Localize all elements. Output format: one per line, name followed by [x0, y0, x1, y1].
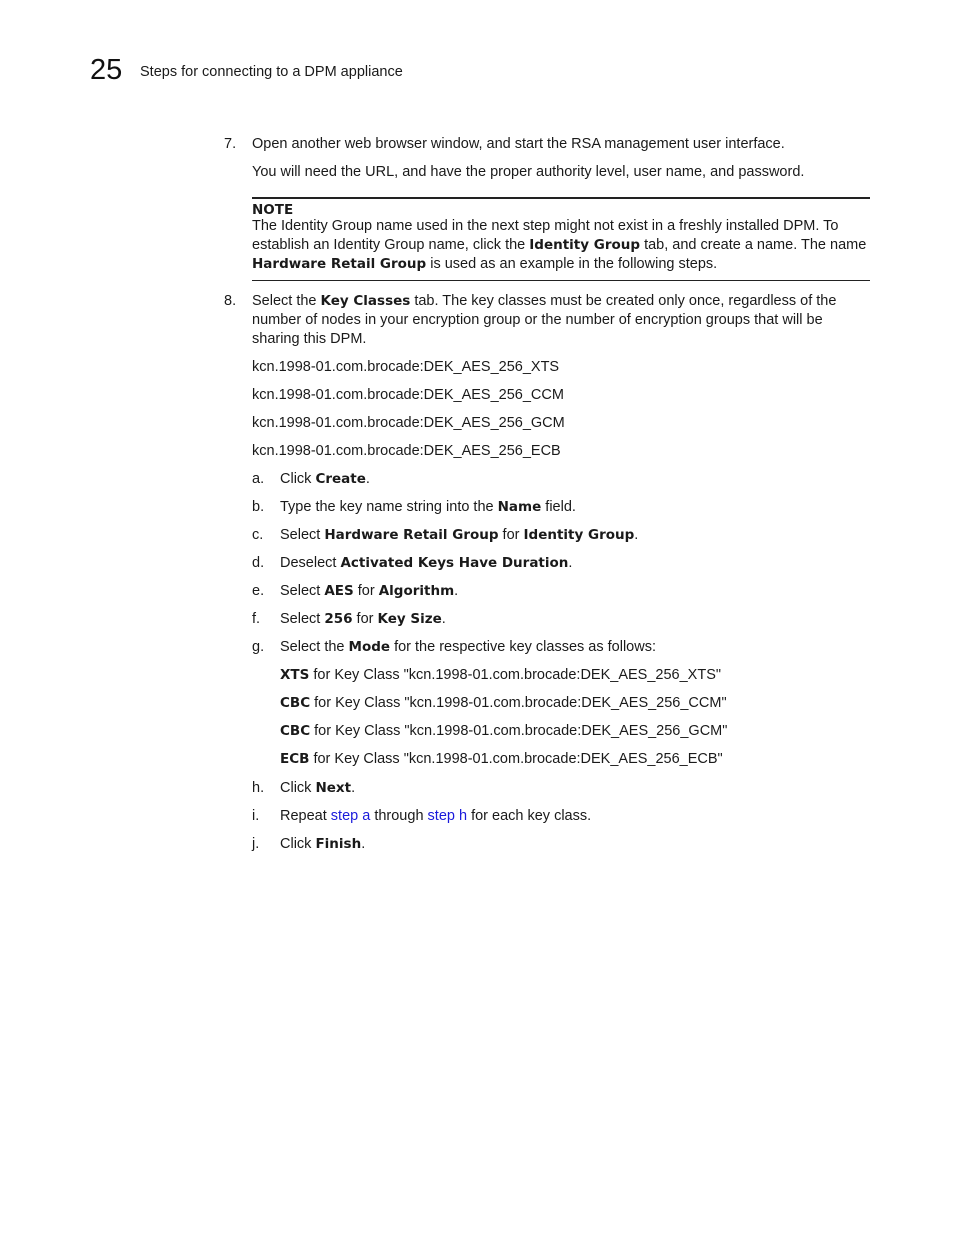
substep-j: Click Finish.: [280, 836, 366, 852]
key-class-ccm: kcn.1998-01.com.brocade:DEK_AES_256_CCM: [252, 387, 564, 403]
note-bottom-rule: [252, 280, 870, 281]
finish-term: Finish: [315, 836, 362, 852]
step-7-number: 7.: [224, 136, 237, 152]
note-label: NOTE: [252, 202, 294, 218]
key-size-term: Key Size: [377, 611, 442, 627]
aes-term: AES: [324, 583, 354, 599]
mode-term: Mode: [348, 639, 391, 655]
substep-h-letter: h.: [252, 780, 265, 796]
substep-f-letter: f.: [252, 611, 261, 627]
note-line-3: Hardware Retail Group is used as an example in the following steps.: [252, 256, 718, 272]
substep-h: Click Next.: [280, 780, 356, 796]
step-7-text: Open another web browser window, and start the RSA management user interface.: [252, 136, 785, 152]
note-line-1: The Identity Group name used in the next step might not exist in a freshly installed DPM. To: [252, 218, 839, 234]
identity-group-term: Identity Group: [523, 527, 635, 543]
key-class-xts: kcn.1998-01.com.brocade:DEK_AES_256_XTS: [252, 359, 560, 375]
substep-f: Select 256 for Key Size.: [280, 611, 446, 627]
create-term: Create: [315, 471, 366, 487]
substep-j-letter: j.: [252, 836, 260, 852]
substep-g-letter: g.: [252, 639, 265, 655]
mode-line-xts: XTS for Key Class "kcn.1998-01.com.brocade:DEK_AES_256_XTS": [280, 667, 722, 683]
step-a-link[interactable]: step a: [330, 808, 371, 824]
substep-d-letter: d.: [252, 555, 265, 571]
substep-c-letter: c.: [252, 527, 264, 543]
algorithm-term: Algorithm: [378, 583, 455, 599]
key-classes-term: Key Classes: [320, 293, 411, 309]
name-term: Name: [497, 499, 542, 515]
step-8-line-2: number of nodes in your encryption group or the number of encryption groups that will be: [252, 312, 823, 328]
key-class-gcm: kcn.1998-01.com.brocade:DEK_AES_256_GCM: [252, 415, 565, 431]
chapter-number: 25: [90, 54, 123, 86]
hardware-retail-group-term: Hardware Retail Group: [324, 527, 499, 543]
step-8-line-3: sharing this DPM.: [252, 331, 367, 347]
substep-e: Select AES for Algorithm.: [280, 583, 459, 599]
step-8-line-1: Select the Key Classes tab. The key classes must be created only once, regardless of the: [252, 293, 837, 309]
substep-g: Select the Mode for the respective key classes as follows:: [280, 639, 656, 655]
substep-a-letter: a.: [252, 471, 265, 487]
key-class-ecb: kcn.1998-01.com.brocade:DEK_AES_256_ECB: [252, 443, 561, 459]
mode-line-gcm: CBC for Key Class "kcn.1998-01.com.brocade:DEK_AES_256_GCM": [280, 723, 728, 739]
mode-line-ccm: CBC for Key Class "kcn.1998-01.com.brocade:DEK_AES_256_CCM": [280, 695, 727, 711]
mode-name: XTS: [280, 667, 310, 683]
mode-name: ECB: [280, 751, 310, 767]
substep-d: Deselect Activated Keys Have Duration.: [280, 555, 573, 571]
substep-c: Select Hardware Retail Group for Identity Group.: [280, 527, 639, 543]
note-line-2: establish an Identity Group name, click the Identity Group tab, and create a name. The name: [252, 237, 867, 253]
substep-i: Repeat step a through step h for each key class.: [280, 808, 592, 824]
key-size-value-term: 256: [324, 611, 353, 627]
chapter-title: Steps for connecting to a DPM appliance: [140, 64, 403, 80]
substep-i-letter: i.: [252, 808, 260, 824]
mode-name: CBC: [280, 695, 311, 711]
step-8-number: 8.: [224, 293, 237, 309]
identity-group-term: Identity Group: [529, 237, 641, 253]
note-top-rule: [252, 197, 870, 199]
substep-b-letter: b.: [252, 499, 265, 515]
mode-name: CBC: [280, 723, 311, 739]
next-term: Next: [315, 780, 352, 796]
hardware-retail-group-term: Hardware Retail Group: [252, 256, 427, 272]
substep-b: Type the key name string into the Name field.: [280, 499, 576, 515]
activated-keys-term: Activated Keys Have Duration: [340, 555, 569, 571]
step-7-subtext: You will need the URL, and have the proper authority level, user name, and password.: [252, 164, 805, 180]
mode-line-ecb: ECB for Key Class "kcn.1998-01.com.brocade:DEK_AES_256_ECB": [280, 751, 723, 767]
substep-e-letter: e.: [252, 583, 265, 599]
substep-a: Click Create.: [280, 471, 370, 487]
step-h-link[interactable]: step h: [427, 808, 468, 824]
